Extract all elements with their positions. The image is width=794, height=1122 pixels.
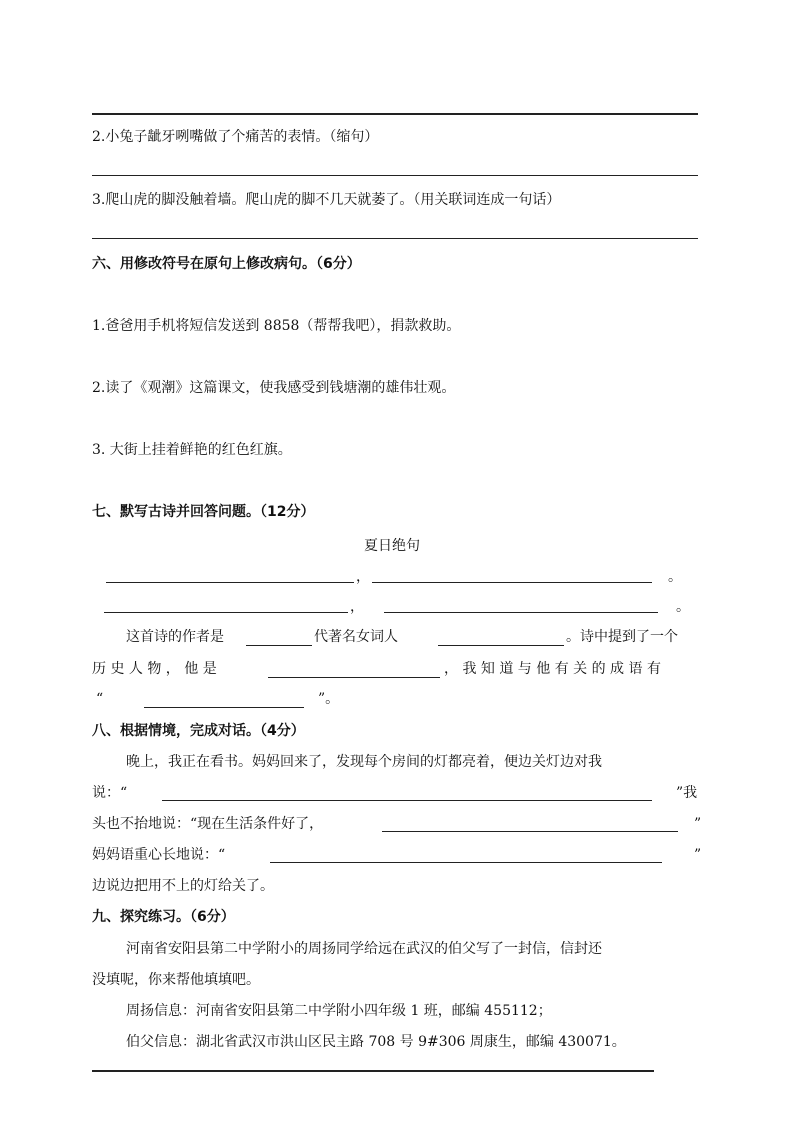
- dialogue-line2b: ”我: [676, 785, 698, 801]
- dialogue-line4b: ”: [694, 847, 702, 863]
- quote-close: ”。: [318, 691, 340, 707]
- exercise-text: 没填呢，你来帮他填填吧。: [92, 972, 260, 988]
- question-s5-2: 2.小兔子龇牙咧嘴做了个痛苦的表情。（缩句）: [92, 129, 379, 145]
- blank-line[interactable]: [438, 645, 564, 646]
- blank-line[interactable]: [106, 582, 354, 583]
- blank-line[interactable]: [144, 707, 304, 708]
- exercise-text: 河南省安阳县第二中学附小的周扬同学给远在武汉的伯父写了一封信，信封还: [126, 941, 602, 957]
- section-7-title: 七、默写古诗并回答问题。（12分）: [92, 504, 315, 520]
- section-9-title: 九、探究练习。（6分）: [92, 909, 235, 925]
- question-s7-line2a: 历 史 人 物 ， 他 是: [92, 661, 217, 677]
- poem-comma: ，: [350, 599, 364, 615]
- poem-comma: ，: [356, 569, 370, 585]
- blank-line[interactable]: [384, 612, 658, 613]
- answer-line: [92, 113, 698, 115]
- question-s5-3: 3.爬山虎的脚没触着墙。爬山虎的脚不几天就萎了。（用关联词连成一句话）: [92, 192, 561, 208]
- blank-line[interactable]: [162, 800, 652, 801]
- question-s6-3: 3. 大街上挂着鲜艳的红色红旗。: [92, 442, 292, 458]
- blank-line[interactable]: [270, 862, 662, 863]
- question-s7-line2b: ， 我 知 道 与 他 有 关 的 成 语 有: [444, 661, 661, 677]
- dialogue-line5: 边说边把用不上的灯给关了。: [92, 878, 274, 894]
- blank-line[interactable]: [246, 645, 312, 646]
- poem-period: 。: [668, 569, 682, 585]
- dialogue-line3a: 头也不抬地说：“现在生活条件好了，: [92, 816, 324, 832]
- section-6-title: 六、用修改符号在原句上修改病句。（6分）: [92, 256, 361, 272]
- section-8-title: 八、根据情境，完成对话。（4分）: [92, 723, 305, 739]
- question-s6-2: 2.读了《观潮》这篇课文，使我感受到钱塘潮的雄伟壮观。: [92, 380, 456, 396]
- question-s7-line1c: 。诗中提到了一个: [566, 629, 678, 645]
- dialogue-intro: 晚上，我正在看书。妈妈回来了，发现每个房间的灯都亮着，便边关灯边对我: [126, 754, 602, 770]
- poem-period: 。: [676, 599, 690, 615]
- recipient-info: 伯父信息：湖北省武汉市洪山区民主路 708 号 9#306 周康生，邮编 430071。: [126, 1034, 626, 1050]
- question-s7-line1b: 代著名女词人: [314, 629, 398, 645]
- question-s7-line1a: 这首诗的作者是: [126, 629, 224, 645]
- dialogue-line4a: 妈妈语重心长地说：“: [92, 847, 226, 863]
- quote-open: “: [96, 691, 104, 707]
- question-s6-1: 1.爸爸用手机将短信发送到 8858（帮帮我吧），捐款救助。: [92, 318, 461, 334]
- blank-line[interactable]: [372, 582, 652, 583]
- answer-line: [92, 238, 698, 239]
- dialogue-line3b: ”: [694, 816, 702, 832]
- dialogue-line2a: 说：“: [92, 785, 128, 801]
- answer-line: [92, 175, 698, 176]
- bottom-rule: [92, 1070, 654, 1072]
- blank-line[interactable]: [268, 677, 440, 678]
- sender-info: 周扬信息：河南省安阳县第二中学附小四年级 1 班，邮编 455112；: [126, 1003, 552, 1019]
- blank-line[interactable]: [104, 612, 348, 613]
- poem-title: 夏日绝句: [364, 538, 420, 554]
- blank-line[interactable]: [382, 831, 678, 832]
